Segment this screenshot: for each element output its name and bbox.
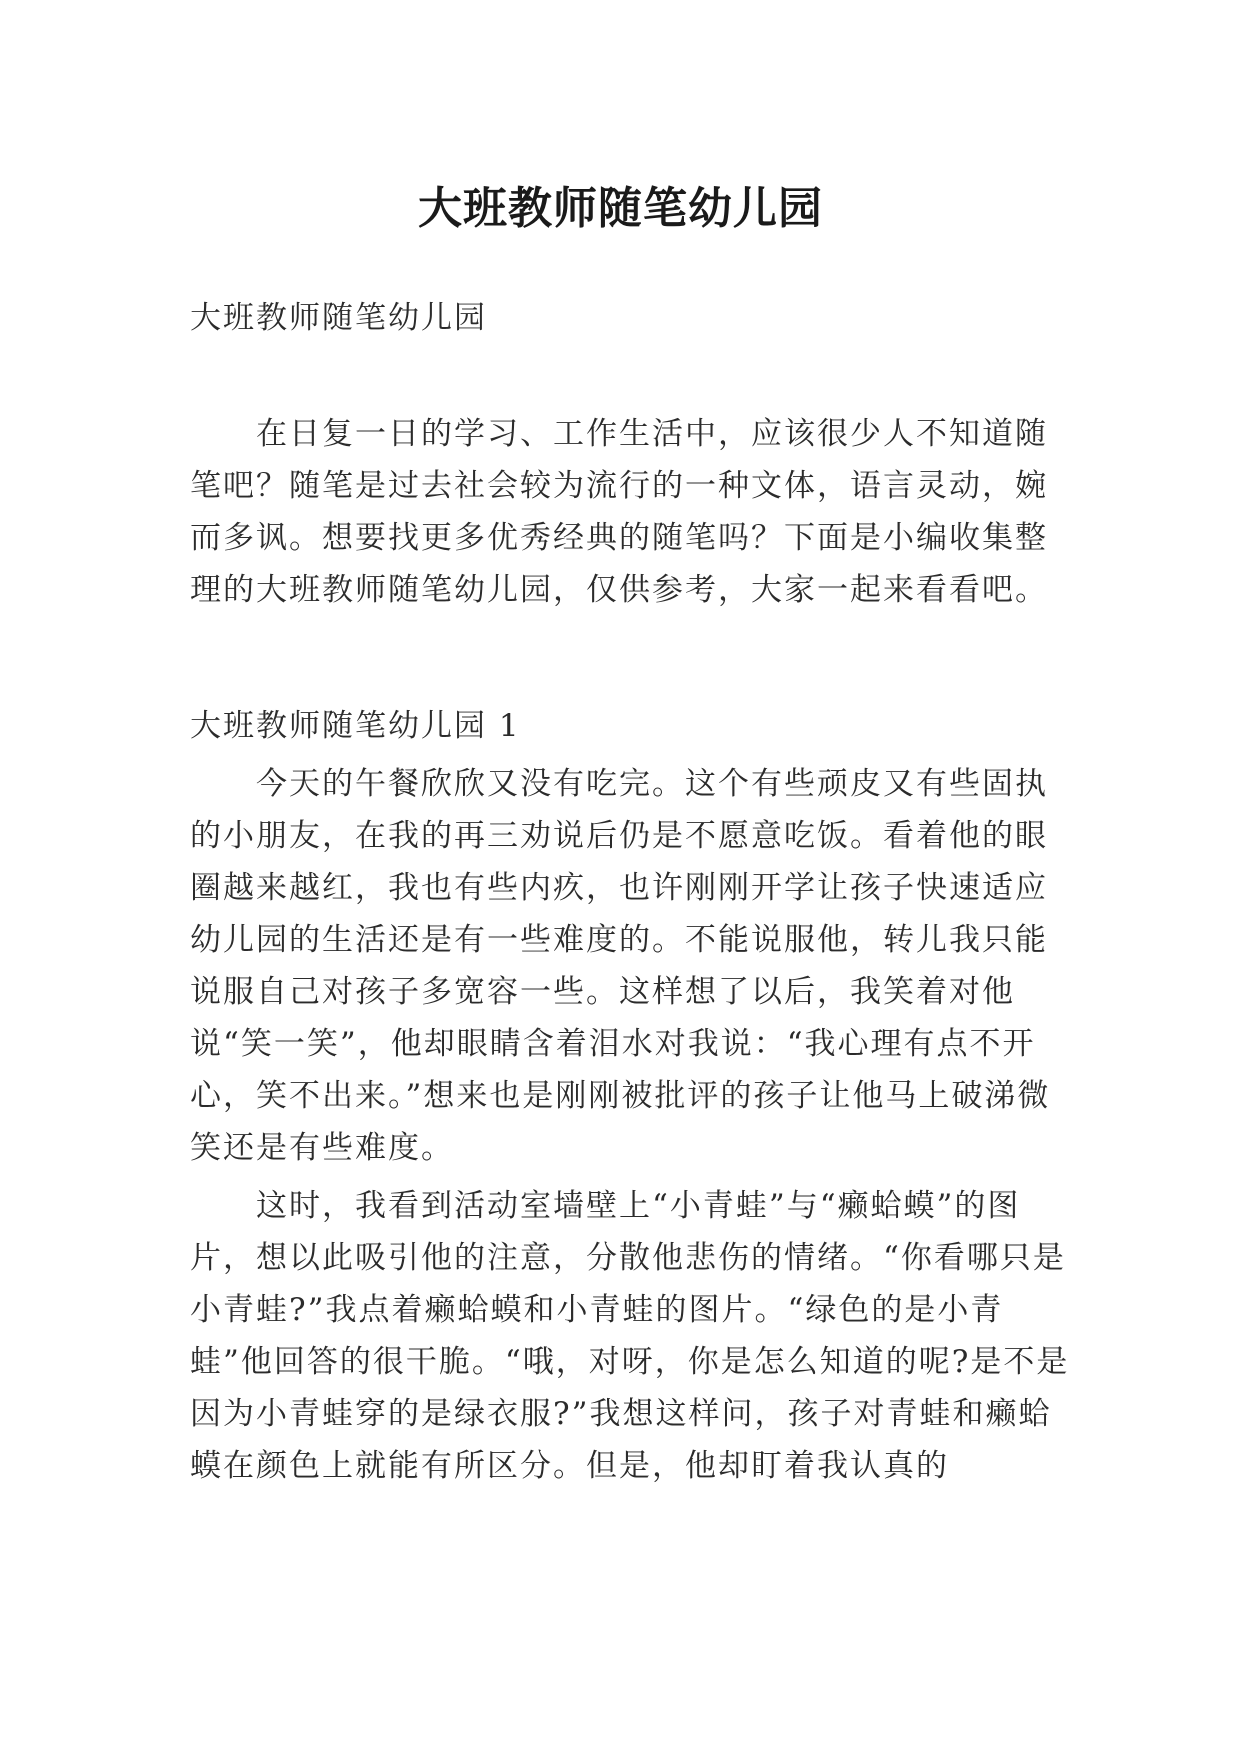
- intro-section: [190, 408, 1070, 616]
- intro-paragraph: 在日复一日的学习、工作生活中，应该很少人不知道随笔吧？随笔是过去社会较为流行的一种文体，语言灵动，婉而多讽。想要找更多优秀经典的随笔吗？下面是小编收集整理的大班教师随笔幼儿园，仅供参考，大家一起来看看吧。: [190, 416, 1048, 608]
- section-heading: 大班教师随笔幼儿园 1: [190, 708, 521, 744]
- body-paragraph-2: 这时，我看到活动室墙壁上“小青蛙”与“癞蛤蟆”的图片，想以此吸引他的注意，分散他悲伤的情绪。“你看哪只是小青蛙?”我点着癞蛤蟆和小青蛙的图片。“绿色的是小青蛙”他回答的很干脆。“哦，对呀，你是怎么知道的呢?是不是因为小青蛙穿的是绿衣服?”我想这样问，孩子对青蛙和癞蛤蟆在颜色上就能有所区分。但是，他却盯着我认真的: [190, 1188, 1070, 1484]
- document-subtitle: 大班教师随笔幼儿园: [190, 300, 487, 336]
- body-paragraph-1: 今天的午餐欣欣又没有吃完。这个有些顽皮又有些固执的小朋友，在我的再三劝说后仍是不愿意吃饭。看着他的眼圈越来越红，我也有些内疚，也许刚刚开学让孩子快速适应幼儿园的生活还是有一些难度的。不能说服他，转儿我只能说服自己对孩子多宽容一些。这样想了以后，我笑着对他说“笑一笑”，他却眼睛含着泪水对我说：“我心理有点不开心，笑不出来。”想来也是刚刚被批评的孩子让他马上破涕微笑还是有些难度。: [190, 766, 1051, 1166]
- section-body: [190, 758, 1070, 1492]
- document-title: 大班教师随笔幼儿园: [418, 183, 823, 235]
